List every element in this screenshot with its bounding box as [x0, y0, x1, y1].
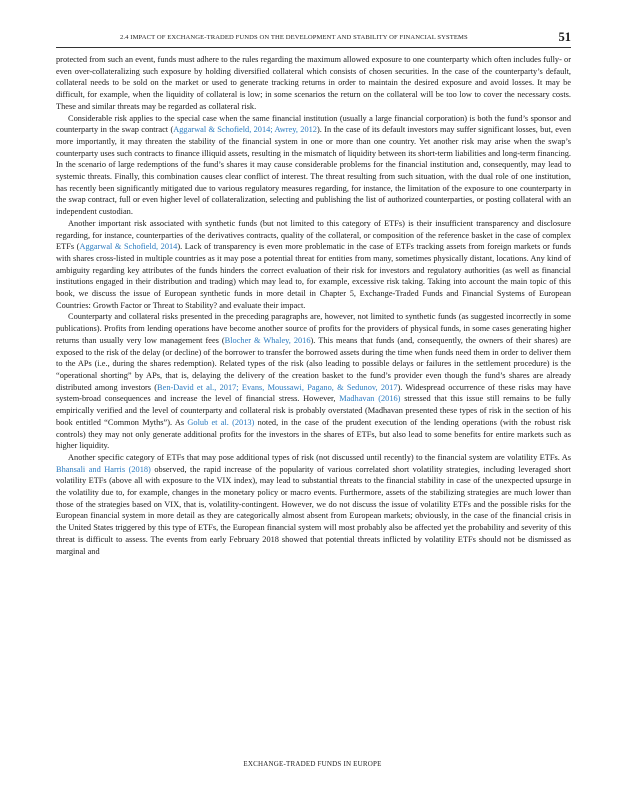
- citation-link[interactable]: Bhansali and Harris (2018): [56, 464, 151, 474]
- text-run: Another specific category of ETFs that may pose additional types of risk (not discussed until recently) to the financial system are volatility ETFs. As: [68, 452, 571, 462]
- page-number: 51: [558, 30, 571, 44]
- text-run: ). Lack of transparency is even more problematic in the case of ETFs tracking assets from foreign markets or funds with shares cross-listed in multiple countries as it may pose a potential threat for entities from many, sometimes physically distant, locations. Any kind of ambiguity regarding key attributes of the funds hinders the correct evaluation of their risk for investors and regulatory authorities (as well as financial institutions engaged in their distribution and trading) which may lead to, for example, excessive risk taking. Taking into account the main topic of this book, we discuss the issue of European synthetic funds in more detail in Chapter 5, Exchange-Traded Funds and Financial Systems of European Countries: Growth Factor or Threat to Stability? and evaluate their impact.: [56, 242, 571, 310]
- running-footer: EXCHANGE-TRADED FUNDS IN EUROPE: [243, 760, 382, 768]
- paragraph-4: [56, 311, 571, 451]
- citation-link[interactable]: Golub et al. (2013): [187, 417, 255, 427]
- running-header: [56, 30, 571, 48]
- text-run: ). This means that funds (and, consequently, the owners of their shares) are exposed to the risk of the delay (or decline) of the borrower to transfer the borrowed assets during the time when funds need them in order to deliver them to the APs (i.e., during the shares redemption). Related types of the risk (also leading to possible delays or failures in the settlement procedure) is the “operational shorting” by APs, that is, delaying the delivery of the creation basket to the fund’s provider even though the fund’s shares are already distributed among investors (: [56, 335, 572, 392]
- text-run: protected from such an event, funds must adhere to the rules regarding the maximum allowed exposure to one counterparty which often includes fully- or even over-collateralizing such exposure by holding diversified collateral which consists of chosen securities. In the case of the counterparty’s default, collateral needs to be sold on the market or used to generate tracking returns in order to maintain the desired exposure and avoid losses. It may be difficult, for example, when the liquidity of collateral is low; in some scenarios the return on the collateral will be too low to cover the necessary costs. These and similar threats may be regarded as collateral risk.: [56, 55, 571, 111]
- text-run: ). In the case of its default investors may suffer significant losses, but, even more importantly, it may threaten the stability of the financial system in one or more than one country. Yet another risk may arise when the swap’s counterparty uses such contracts to finance illiquid assets, resulting in the mismatch of liquidity between its short-term liabilities and long-term financing. In the scenario of large redemptions of the fund’s shares it may cause considerable problems for the financial institution and, consequently, may lead to systemic threats. Finally, this combination causes clear conflict of interest. The threat resulting from such situation, with the dual role of one institution, has recently been significantly mitigated due to various regulatory measures regarding, for instance, the limitation of the exposure to one counterparty in the swap contract, full or even higher level of collateralization, selecting and publishing the list of authorized counterparties, or posting collateral with an independent custodian.: [56, 125, 571, 217]
- citation-link[interactable]: Madhavan (2016): [339, 394, 401, 404]
- text-run: ). Widespread occurrence of these risks may have system-broad consequences and increase the level of financial stress. However,: [56, 382, 572, 404]
- paragraph-2: [56, 113, 571, 218]
- text-run: noted, in the case of the prudent execution of the lending operations (with the robust risk controls) they may not only generate additional profits for the investors in the shares of ETFs, but also lead to some benefits for entire markets such as higher liquidity.: [56, 417, 571, 451]
- paragraph-1: [56, 54, 571, 113]
- citation-link[interactable]: Aggarwal & Schofield, 2014; Awrey, 2012: [173, 125, 317, 135]
- running-header-title: 2.4 IMPACT OF EXCHANGE-TRADED FUNDS ON THE DEVELOPMENT AND STABILITY OF FINANCIAL SYSTEMS: [120, 34, 468, 41]
- paragraph-5: [56, 452, 571, 557]
- citation-link[interactable]: Aggarwal & Schofield, 2014: [79, 242, 178, 252]
- text-run: Considerable risk applies to the special case when the same financial institution (usually a large financial corporation) is both the fund’s sponsor and counterparty in the swap contract (: [56, 113, 571, 135]
- text-run: Another important risk associated with synthetic funds (but not limited to this category of ETFs) is their insufficient transparency and disclosure regarding, for instance, counterparties of the derivatives contracts, quality of the collateral, or composition of the reference basket in the case of complex ETFs (: [56, 218, 571, 252]
- text-run: observed, the rapid increase of the popularity of various correlated short volatility strategies, including leveraged short volatility ETFs (above all with exposure to the VIX index), may lead to substantial threats to the financial stability in case of the unexpected upsurge in the volatility due to, for example, changes in the monetary policy or macro events. Furthermore, assets of the stabilizing strategies are much lower than those of the strategies based on VIX, that is, volatility-contingent. However, we do not discuss the issue of volatility ETFs and the possible risks for the European financial system in more detail as they are categorically almost absent from European markets; obviously, in the case of the financial crisis in the United States triggered by this type of ETFs, the European financial system will most probably also be affected yet the probability and severity of this threat is difficult to assess. The events from early February 2018 showed that potential threats inflicted by volatility ETFs should not be dismissed as marginal and: [56, 464, 572, 556]
- paragraph-3: [56, 218, 571, 312]
- header-rule: [56, 47, 571, 48]
- text-run: Counterparty and collateral risks presented in the preceding paragraphs are, however, not limited to synthetic funds (as suggested incorrectly in some publications). Profits from lending operations have become another source of profits for the providers of physical funds, in some cases generating higher returns than usually very low management fees (: [56, 312, 571, 345]
- text-run: stressed that this issue still remains to be fully empirically verified and the level of counterparty and collateral risk is probably overstated (Madhavan presented these types of risk in the section of his book entitled “Common Myths”). As: [56, 394, 571, 427]
- citation-link[interactable]: Ben-David et al., 2017; Evans, Moussawi, Pagano, & Sedunov, 2017: [157, 382, 398, 392]
- citation-link[interactable]: Blocher & Whaley, 2016: [224, 335, 311, 345]
- body-text: [56, 54, 571, 557]
